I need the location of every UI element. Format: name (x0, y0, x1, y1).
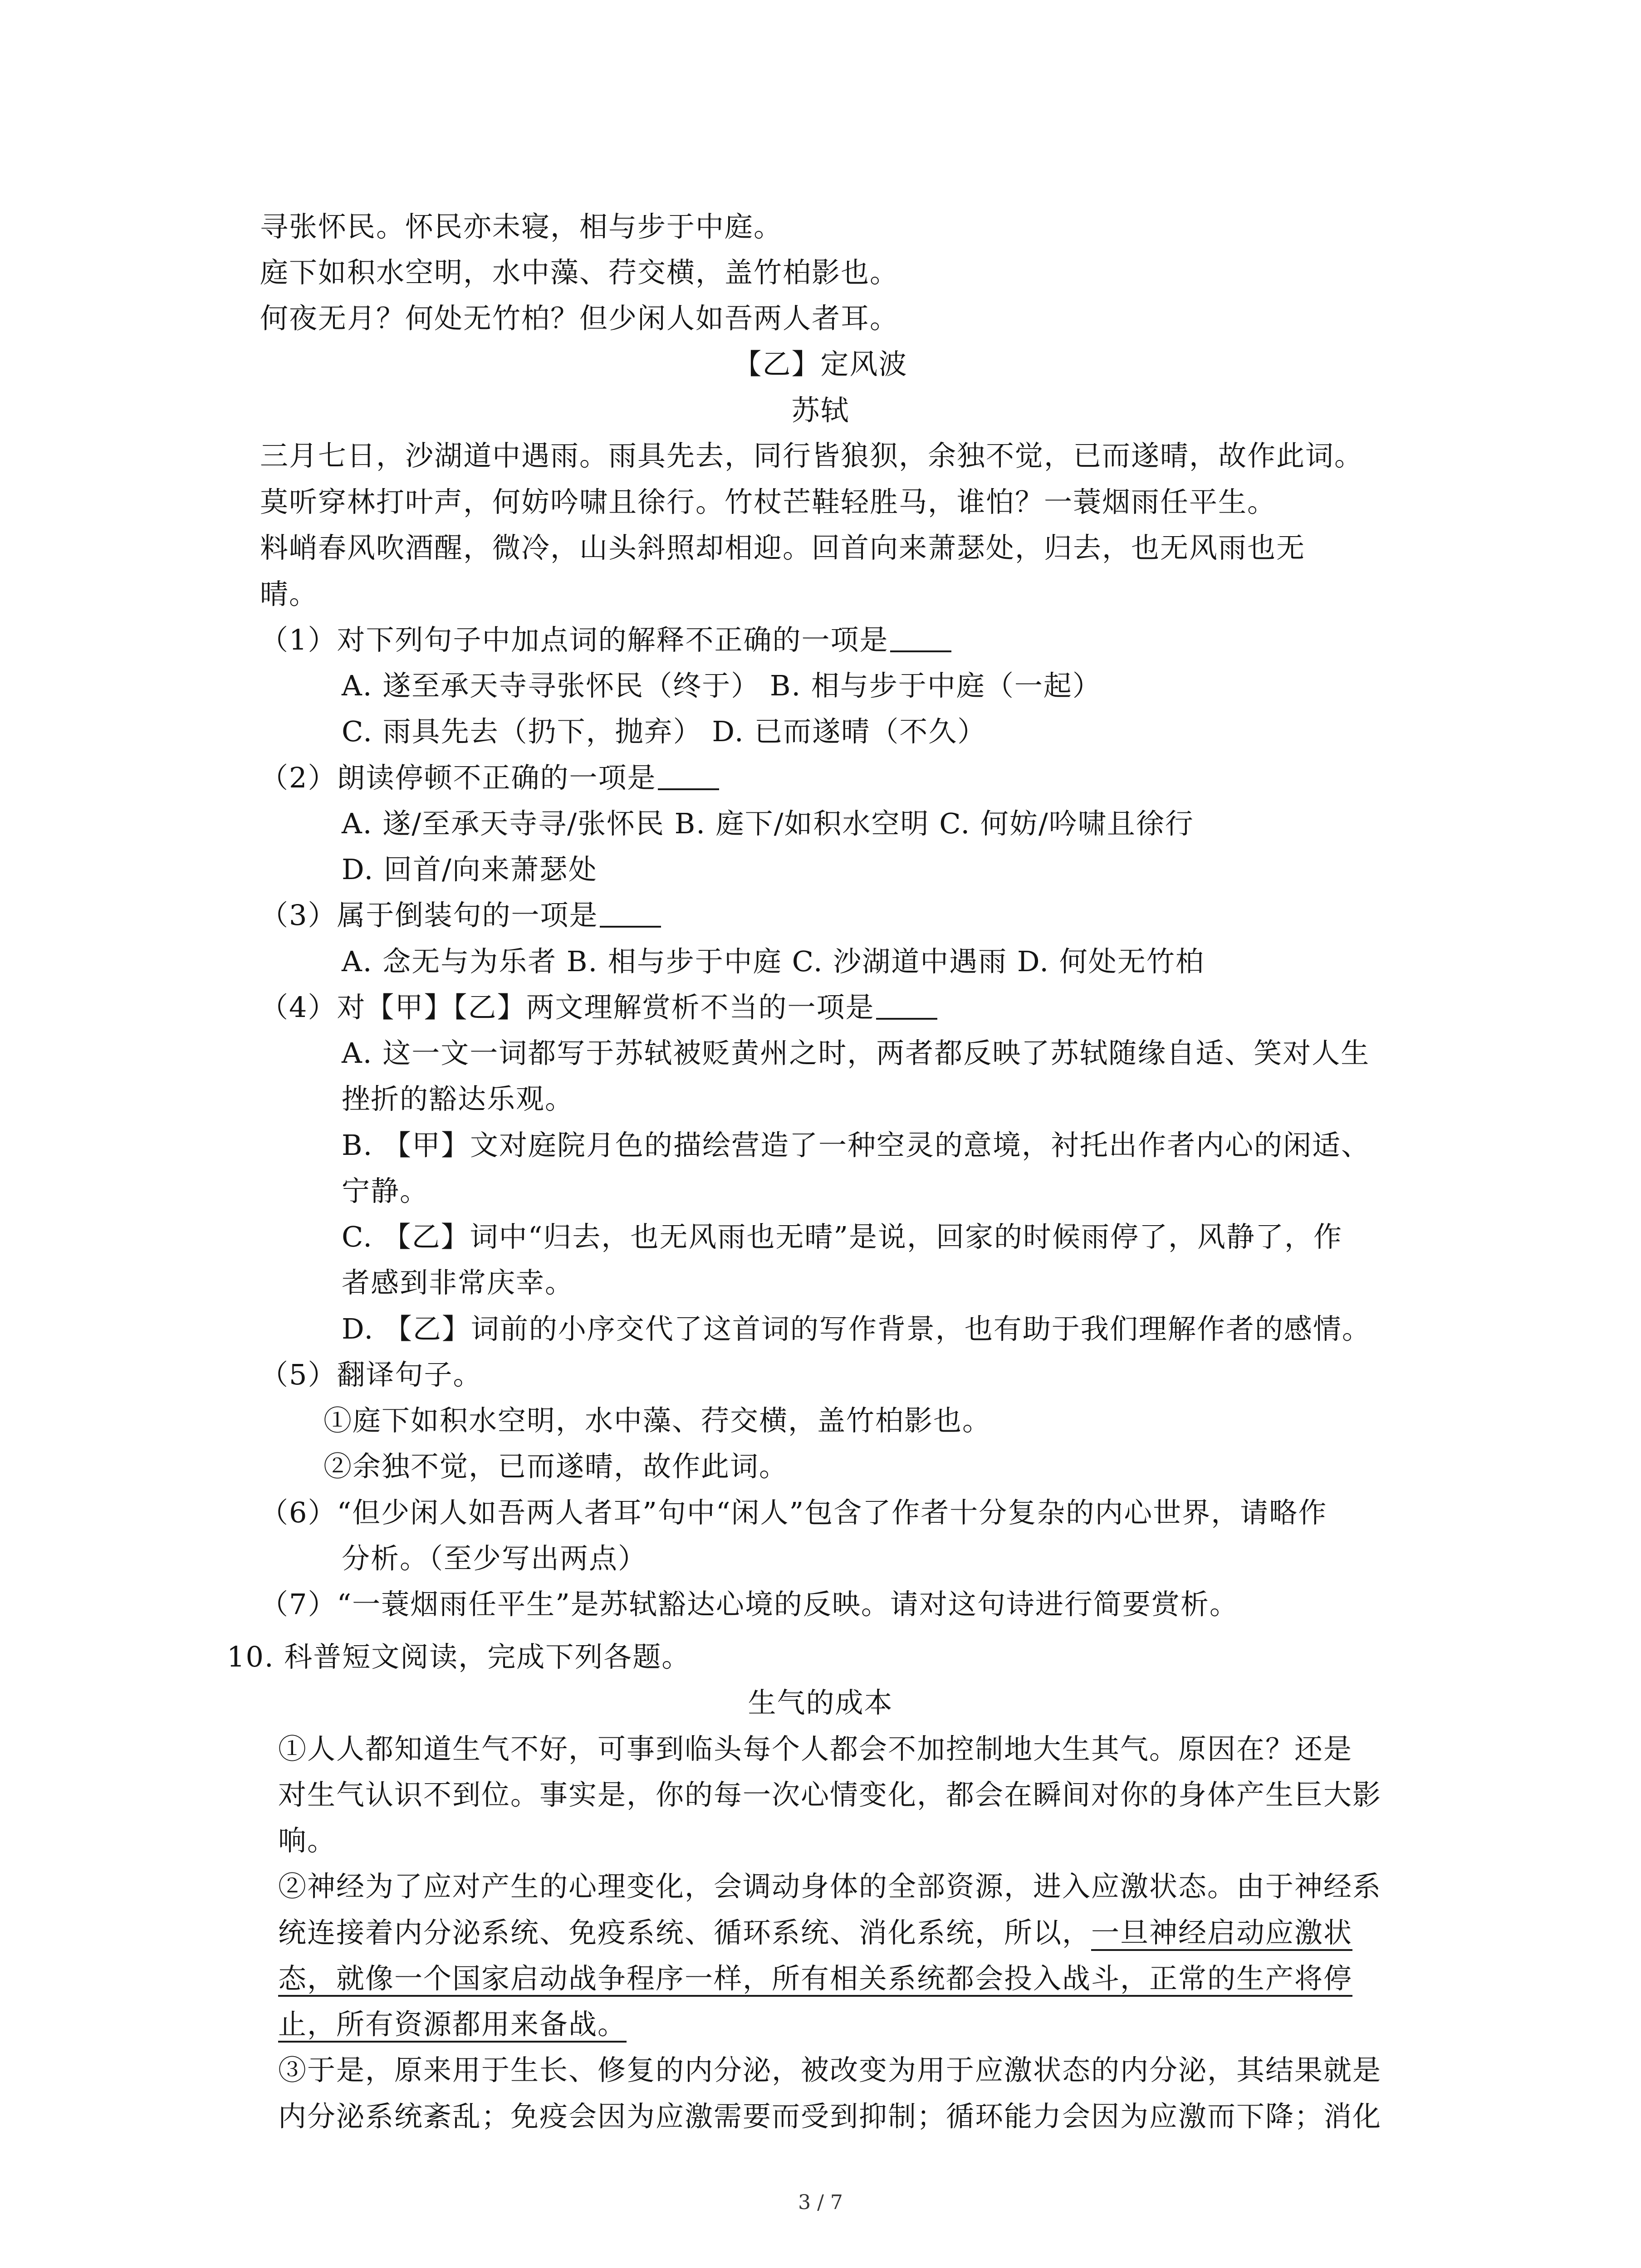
underlined-text: 止，所有资源都用来备战。 (278, 2008, 627, 2043)
paragraph-2-line-3 (278, 1958, 1352, 1999)
question-6-line-2: 分析。（至少写出两点） (342, 1542, 647, 1575)
answer-blank (658, 760, 719, 790)
article-title: 生气的成本 (748, 1686, 893, 1719)
answer-blank (890, 622, 951, 652)
section-10-heading: 10. 科普短文阅读，完成下列各题。 (227, 1640, 691, 1673)
poem-title: 【乙】定风波 (733, 347, 908, 381)
underlined-text: 一旦神经启动应激状 (1091, 1916, 1352, 1951)
poem-preface: 三月七日，沙湖道中遇雨。雨具先去，同行皆狼狈，余独不觉，已而遂晴，故作此词。 (260, 439, 1364, 472)
paragraph-2-line-4 (278, 2004, 627, 2045)
page-number: 3 / 7 (798, 2191, 843, 2214)
question-1-options-cd: C. 雨具先去（扔下，抛弃） D. 已而遂晴（不久） (342, 715, 987, 748)
paragraph-3-line-1: ③于是，原来用于生长、修复的内分泌，被改变为用于应激状态的内分泌，其结果就是 (278, 2053, 1382, 2087)
paragraph-2-plain-text: 统连接着内分泌系统、免疫系统、循环系统、消化系统，所以， (278, 1916, 1092, 1949)
question-4 (260, 987, 937, 1028)
question-2 (260, 758, 719, 798)
paragraph-2-line-1: ②神经为了应对产生的心理变化，会调动身体的全部资源，进入应激状态。由于神经系 (278, 1870, 1382, 1903)
poem-line-3: 晴。 (260, 577, 318, 611)
paragraph-1-line-3: 响。 (278, 1824, 337, 1857)
question-5-sentence-2: ②余独不觉，已而遂晴，故作此词。 (323, 1450, 789, 1483)
question-2-options-abc: A. 遂/至承天寺寻/张怀民 B. 庭下/如积水空明 C. 何妨/吟啸且徐行 (342, 807, 1194, 840)
paragraph-3-line-2: 内分泌系统紊乱；免疫会因为应激需要而受到抑制；循环能力会因为应激而下降；消化 (278, 2100, 1382, 2133)
question-4-option-c-line-2: 者感到非常庆幸。 (342, 1266, 574, 1299)
question-4-option-c-line-1: C. 【乙】词中“归去，也无风雨也无晴”是说，回家的时候雨停了，风静了，作 (342, 1220, 1343, 1253)
question-2-stem: （2）朗读停顿不正确的一项是 (260, 761, 656, 794)
answer-blank (600, 898, 661, 928)
jia-line-1: 寻张怀民。怀民亦未寝，相与步于中庭。 (260, 210, 783, 243)
poem-author: 苏轼 (791, 394, 850, 427)
question-3-stem: （3）属于倒装句的一项是 (260, 899, 598, 932)
answer-blank (876, 990, 937, 1020)
question-6-line-1: （6）“但少闲人如吾两人者耳”句中“闲人”包含了作者十分复杂的内心世界，请略作 (260, 1496, 1327, 1529)
question-4-option-a-line-2: 挫折的豁达乐观。 (342, 1082, 574, 1115)
question-4-option-b-line-2: 宁静。 (342, 1174, 429, 1207)
question-1 (260, 620, 951, 660)
question-4-stem: （4）对【甲】【乙】两文理解赏析不当的一项是 (260, 991, 875, 1024)
question-1-stem: （1）对下列句子中加点词的解释不正确的一项是 (260, 623, 889, 656)
question-4-option-b-line-1: B. 【甲】文对庭院月色的描绘营造了一种空灵的意境，衬托出作者内心的闲适、 (342, 1129, 1370, 1162)
poem-line-2: 料峭春风吹酒醒，微冷，山头斜照却相迎。回首向来萧瑟处，归去，也无风雨也无 (260, 531, 1306, 564)
question-1-options-ab: A. 遂至承天寺寻张怀民（终于） B. 相与步于中庭（一起） (342, 669, 1102, 702)
paragraph-1-line-1: ①人人都知道生气不好，可事到临头每个人都会不加控制地大生其气。原因在？还是 (278, 1732, 1353, 1765)
underlined-text: 态，就像一个国家启动战争程序一样，所有相关系统都会投入战斗，正常的生产将停 (278, 1962, 1352, 1997)
jia-line-2: 庭下如积水空明，水中藻、荇交横，盖竹柏影也。 (260, 256, 899, 289)
question-5-sentence-1: ①庭下如积水空明，水中藻、荇交横，盖竹柏影也。 (323, 1404, 992, 1437)
paragraph-1-line-2: 对生气认识不到位。事实是，你的每一次心情变化，都会在瞬间对你的身体产生巨大影 (278, 1778, 1382, 1811)
question-5-stem: （5）翻译句子。 (260, 1358, 482, 1391)
question-3-options: A. 念无与为乐者 B. 相与步于中庭 C. 沙湖道中遇雨 D. 何处无竹柏 (342, 945, 1205, 978)
paragraph-2-line-2 (278, 1912, 1352, 1953)
question-2-option-d: D. 回首/向来萧瑟处 (342, 853, 598, 886)
jia-line-3: 何夜无月？何处无竹柏？但少闲人如吾两人者耳。 (260, 302, 899, 335)
question-4-option-a-line-1: A. 这一文一词都写于苏轼被贬黄州之时，两者都反映了苏轼随缘自适、笑对人生 (342, 1036, 1370, 1070)
question-7: （7）“一蓑烟雨任平生”是苏轼豁达心境的反映。请对这句诗进行简要赏析。 (260, 1588, 1239, 1621)
question-4-option-d: D. 【乙】词前的小序交代了这首词的写作背景，也有助于我们理解作者的感情。 (342, 1312, 1371, 1345)
poem-line-1: 莫听穿林打叶声，何妨吟啸且徐行。竹杖芒鞋轻胜马，谁怕？一蓑烟雨任平生。 (260, 485, 1277, 518)
question-3 (260, 895, 661, 936)
